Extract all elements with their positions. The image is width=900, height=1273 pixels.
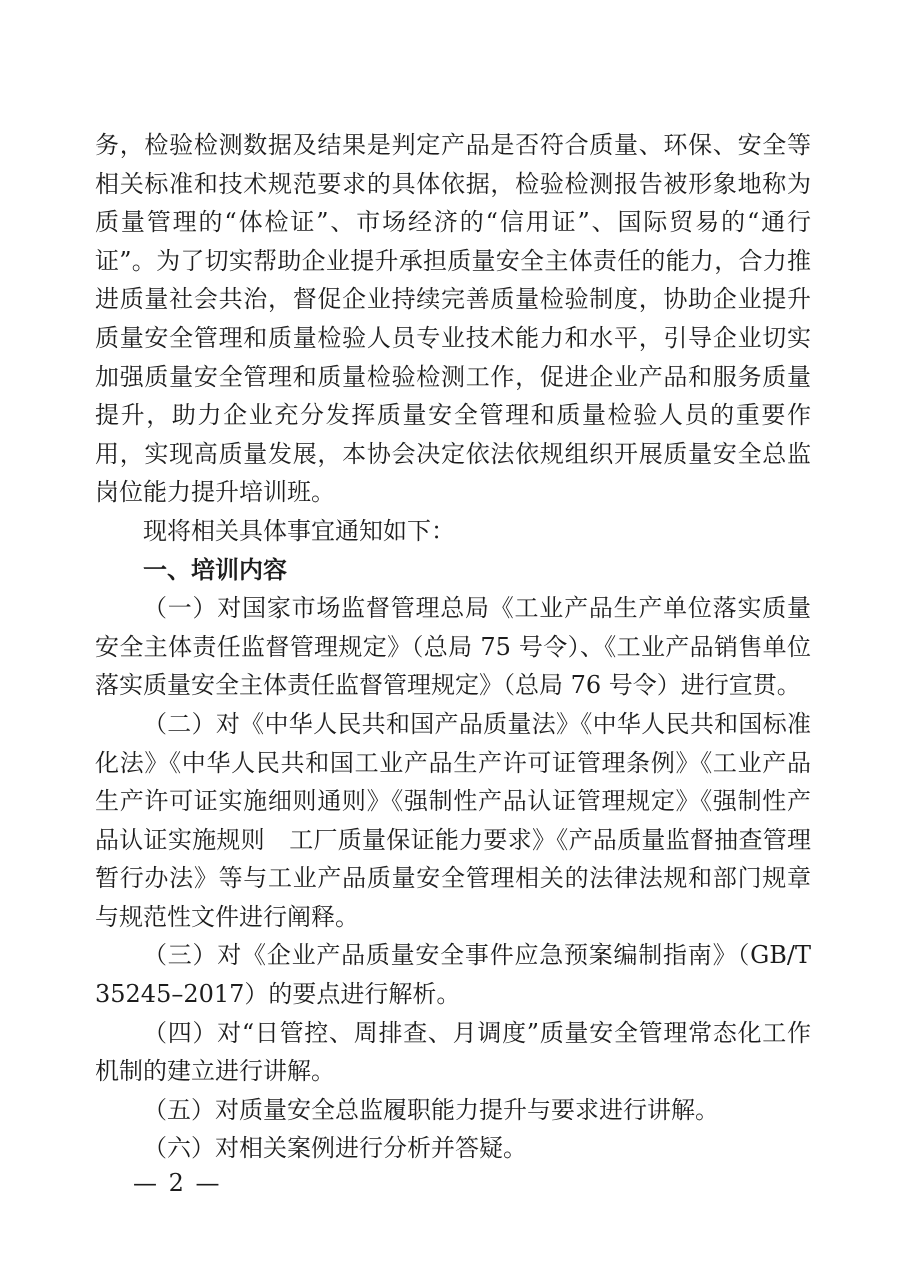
- paragraph-item-4: （四）对“日管控、周排查、月调度”质量安全管理常态化工作机制的建立进行讲解。: [95, 1018, 811, 1086]
- paragraph-item-1: （一）对国家市场监督管理总局《工业产品生产单位落实质量安全主体责任监督管理规定》（总局 75 号令）、《工业产品销售单位落实质量安全主体责任监督管理规定》（总局 76 号令）进行宣贯。: [95, 594, 811, 700]
- paragraph-body-continued: 务，检验检测数据及结果是判定产品是否符合质量、环保、安全等相关标准和技术规范要求的具体依据，检验检测报告被形象地称为质量管理的“体检证”、市场经济的“信用证”、国际贸易的“通行证”。为了切实帮助企业提升承担质量安全主体责任的能力，合力推进质量社会共治，督促企业持续完善质量检验制度，协助企业提升质量安全管理和质量检验人员专业技术能力和水平，引导企业切实加强质量安全管理和质量检验检测工作，促进企业产品和服务质量提升，助力企业充分发挥质量安全管理和质量检验人员的重要作用，实现高质量发展，本协会决定依法依规组织开展质量安全总监岗位能力提升培训班。: [95, 131, 811, 507]
- paragraph-item-3: （三）对《企业产品质量安全事件应急预案编制指南》（GB/T 35245–2017）的要点进行解析。: [95, 941, 811, 1009]
- paragraph-item-5: （五）对质量安全总监履职能力提升与要求进行讲解。: [143, 1095, 719, 1124]
- paragraph-item-6: （六）对相关案例进行分析并答疑。: [143, 1134, 527, 1163]
- document-body: [95, 126, 811, 1168]
- page-number: — 2 —: [133, 1169, 222, 1197]
- paragraph-notice-lead: 现将相关具体事宜通知如下：: [143, 516, 455, 545]
- paragraph-item-2: （二）对《中华人民共和国产品质量法》《中华人民共和国标准化法》《中华人民共和国工业产品生产许可证管理条例》《工业产品生产许可证实施细则通则》《强制性产品认证管理规定》《强制性产品认证实施规则 工厂质量保证能力要求》《产品质量监督抽查管理暂行办法》等与工业产品质量安全管理相关的法律法规和部门规章与规范性文件进行阐释。: [95, 709, 811, 931]
- section-heading-training-content: 一、培训内容: [143, 555, 287, 584]
